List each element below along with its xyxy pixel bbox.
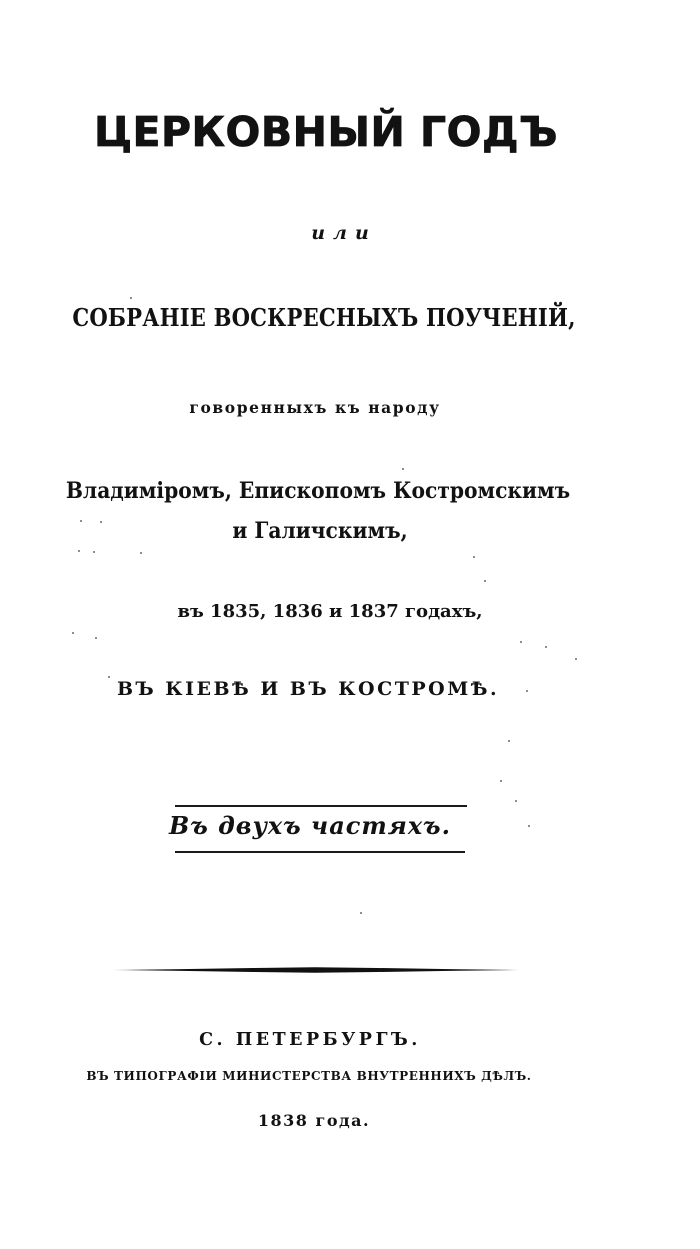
parts-line: Въ двухъ частяхъ. <box>169 811 451 840</box>
scan-speck <box>473 556 475 558</box>
scan-speck <box>360 912 362 914</box>
spoken-to-line: говоренныхъ къ народу <box>189 398 441 417</box>
scan-speck <box>72 632 74 634</box>
imprint-city: С. ПЕТЕРБУРГЪ. <box>199 1030 421 1050</box>
imprint-printer: ВЪ ТИПОГРАФІИ МИНИСТЕРСТВА ВНУТРЕННИХЪ ДѢЛЪ. <box>86 1069 532 1083</box>
scan-speck <box>515 800 517 802</box>
book-title: ЦЕРКОВНЫЙ ГОДЪ <box>93 108 559 156</box>
scan-speck <box>545 646 547 648</box>
author-line-1: Владиміромъ, Епископомъ Костромскимъ <box>65 478 571 504</box>
scan-speck <box>130 297 132 299</box>
scan-speck <box>526 690 528 692</box>
scan-speck <box>80 520 82 522</box>
conjunction-text: или <box>311 222 377 244</box>
scan-speck <box>108 676 110 678</box>
scan-speck <box>484 580 486 582</box>
scan-speck <box>140 552 142 554</box>
imprint-year: 1838 года. <box>257 1111 371 1130</box>
scan-speck <box>508 740 510 742</box>
scan-speck <box>520 641 522 643</box>
parts-rule-bottom <box>175 851 465 853</box>
scan-speck <box>500 780 502 782</box>
author-line-2: и Галичскимъ, <box>232 518 408 544</box>
scan-speck <box>402 468 404 470</box>
ornamental-divider <box>113 965 518 975</box>
scan-speck <box>78 550 80 552</box>
scan-speck <box>95 637 97 639</box>
scan-speck <box>93 551 95 553</box>
scan-speck <box>575 658 577 660</box>
scan-speck <box>528 825 530 827</box>
scan-speck <box>100 521 102 523</box>
years-line: въ 1835, 1836 и 1837 годахъ, <box>177 601 483 622</box>
places-line: ВЪ КІЕВѢ И ВЪ КОСТРОМѢ. <box>116 678 500 700</box>
parts-rule-top <box>175 805 467 807</box>
book-subtitle: СОБРАНІЕ ВОСКРЕСНЫХЪ ПОУЧЕНІЙ, <box>72 303 576 332</box>
